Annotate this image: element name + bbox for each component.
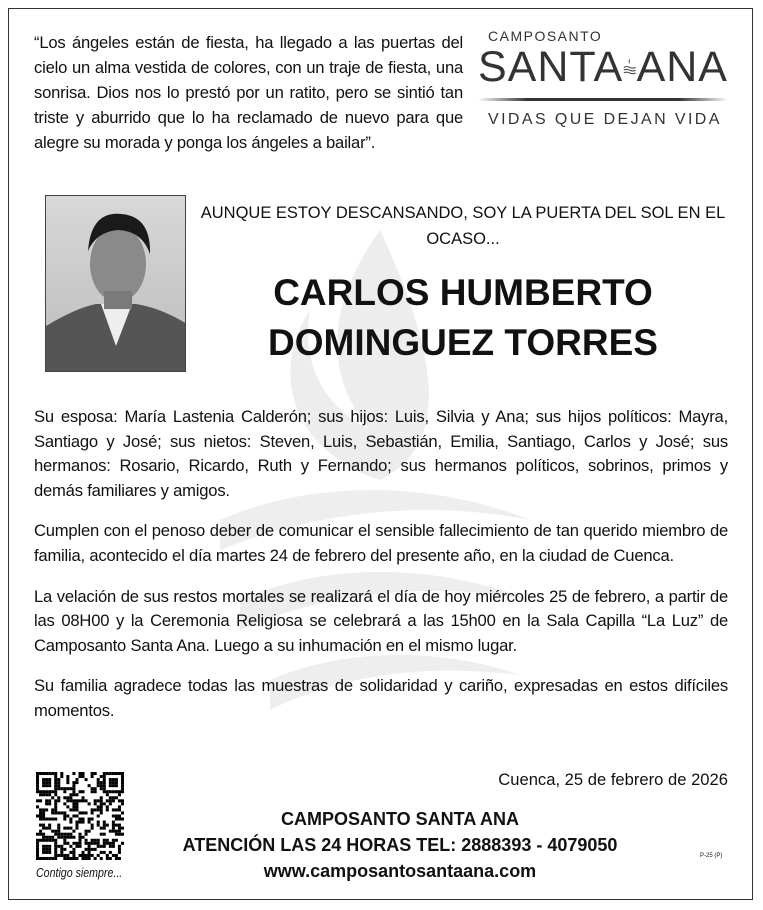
logo-right: ANA [636,43,728,91]
family-paragraph: Su esposa: María Lastenia Calderón; sus hijos: Luis, Silvia y Ana; sus hijos políticos: Mayra, Santiago y José; sus nietos: Steven, Luis, Sebastián, Emilia, Santiago, Carlos y José; sus hermanos: Rosario, Ricardo, Ruth y Fernando; sus hermanos políticos, sobrinos, primos y demás familiares y amigos. [34,407,728,500]
wake-paragraph: La velación de sus restos mortales se realizará el día de hoy miércoles 25 de febrero, a partir de las 08H00 y la Ceremonia Religiosa se celebrará a las 15h00 en la Sala Capilla “La Luz” de Camposanto Santa Ana. Luego a su inhumación en el mismo lugar. [34,586,728,655]
flame-wave-icon [623,44,636,90]
quote-text: “Los ángeles están de fiesta, ha llegado a las puertas del cielo un alma vestida de colores, con un traje de fiesta, una sonrisa. Dios nos lo prestó por un ratito, pero se sintió tan triste y aburrido que lo ha reclamado de nuevo para que alegre su morada y ponga los ángeles a bailar”. [34,33,463,152]
ad-code: P-25 (P) [700,853,723,859]
footer-company: CAMPOSANTO SANTA ANA [281,809,519,829]
obituary-body [34,405,728,740]
footer-contact [130,806,670,884]
announcement-paragraph: Cumplen con el penoso deber de comunicar el sensible fallecimiento de tan querido miembro de familia, acontecido el día martes 24 de febrero del presente año, en la ciudad de Cuenca. [34,521,728,565]
name-line-2: DOMINGUEZ TORRES [268,322,658,363]
date-place: Cuenca, 25 de febrero de 2026 [498,770,728,789]
footer-website[interactable]: www.camposantosantaana.com [263,861,537,881]
slogan: Contigo siempre... [36,866,123,880]
thanks-paragraph: Su familia agradece todas las muestras de solidaridad y cariño, expresadas en estos difíciles momentos. [34,676,728,720]
camposanto-logo [478,28,728,129]
logo-divider [478,98,728,101]
logo-tagline: VIDAS QUE DEJAN VIDA [488,111,722,128]
footer-phone: ATENCIÓN LAS 24 HORAS TEL: 2888393 - 4079050 [182,835,618,855]
logo-left: SANTA [478,43,624,91]
deceased-photo [45,195,186,372]
qr-code-icon[interactable] [36,772,124,860]
deceased-name [200,268,726,368]
logo-top: CAMPOSANTO [488,28,603,44]
headline: AUNQUE ESTOY DESCANSANDO, SOY LA PUERTA DEL SOL EN EL OCASO... [200,204,726,248]
name-line-1: CARLOS HUMBERTO [273,272,653,313]
